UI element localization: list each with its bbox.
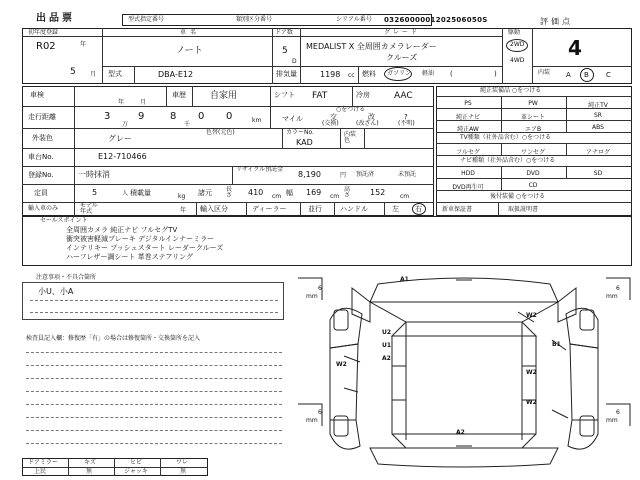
year-suffix: 年 bbox=[80, 41, 87, 48]
class-category-label: 類別区分番号 bbox=[236, 16, 273, 23]
mileage-unit-km: km bbox=[252, 117, 262, 124]
height-label: 高さ bbox=[344, 186, 351, 199]
footer-label-break: ワレ bbox=[176, 459, 189, 466]
meter-circle-instruction: ○をつける bbox=[336, 106, 366, 113]
dvd-playback: DVD再生可 bbox=[452, 184, 484, 191]
footer-value-crack: ジャッキ bbox=[124, 468, 148, 475]
height-unit: cm bbox=[400, 193, 410, 200]
equip-tv: 純正TV bbox=[588, 102, 608, 109]
selling-point-2: 衝突被害軽減ブレーキ デジタルインナーミラー bbox=[66, 235, 215, 243]
month-suffix: 月 bbox=[90, 71, 97, 78]
import-type-label: 輸入区分 bbox=[200, 205, 228, 213]
ac-label: 冷房 bbox=[356, 91, 370, 99]
cc-unit: cc bbox=[348, 72, 355, 79]
inspection-month-label: 月 bbox=[140, 99, 147, 106]
chassis-label: 車台No. bbox=[28, 153, 54, 161]
inspection-year-label: 年 bbox=[118, 99, 125, 106]
tire-fr-unit: mm bbox=[606, 293, 618, 300]
recycle-unpaid: 未預託 bbox=[398, 171, 417, 178]
mark-b1: B1 bbox=[552, 341, 561, 348]
tire-rl-value: 6 bbox=[318, 409, 322, 416]
equipment-title: 純正装備品 ○をつける bbox=[480, 87, 542, 94]
displacement-value: 1198 bbox=[320, 70, 341, 79]
grade-line1: MEDALIST X 全周囲カメラレーダー bbox=[306, 42, 437, 51]
handle-label: ハンドル bbox=[340, 205, 368, 213]
footer-value-break: 無 bbox=[180, 468, 187, 475]
length-label: 長さ bbox=[226, 186, 233, 199]
navi-type-title: ナビ種類（社外品含む）○をつける bbox=[460, 157, 556, 164]
ac-value: AAC bbox=[394, 91, 413, 101]
mileage-digit-3: 8 bbox=[170, 111, 177, 122]
equip-airbag: エアB bbox=[524, 126, 542, 133]
selling-point-1: 全周囲カメラ 純正ナビ フルセグTV bbox=[66, 226, 178, 234]
evaluation-label: 評価点 bbox=[540, 17, 573, 26]
mileage-unit-thousand: 千 bbox=[184, 121, 191, 128]
car-name-label: 車名 bbox=[180, 29, 201, 36]
loading-label: 積載量 bbox=[130, 189, 151, 197]
color-code-value: KAD bbox=[296, 138, 313, 147]
diesel-label: 軽油 bbox=[422, 70, 435, 77]
shift-label: シフト bbox=[274, 91, 295, 99]
equip-leather: 革シート bbox=[520, 114, 545, 121]
warranty-label: 新車保証書 bbox=[442, 206, 473, 213]
registration-label: 登録No. bbox=[28, 171, 54, 179]
mark-w2-left: W2 bbox=[336, 361, 347, 368]
footer-value-mirror: 上民 bbox=[34, 468, 47, 475]
mark-w2-rear-right: W2 bbox=[526, 399, 537, 406]
handle-left: 左 bbox=[392, 205, 399, 213]
mark-a1: A1 bbox=[400, 276, 409, 283]
capacity-value: 5 bbox=[92, 188, 98, 197]
meter-label: マイル bbox=[282, 115, 303, 123]
manual-label: 取扱説明書 bbox=[508, 206, 539, 213]
chassis-value: E12-710466 bbox=[98, 152, 147, 161]
meter-sub-unknown: (不明) bbox=[398, 120, 415, 127]
recycle-paid: 預託済 bbox=[356, 171, 375, 178]
footer-value-scratch: 無 bbox=[86, 468, 93, 475]
evaluation-score: 4 bbox=[568, 36, 582, 60]
mark-w2-front-right: W2 bbox=[526, 312, 537, 319]
exterior-color-label: 外装色 bbox=[32, 134, 53, 142]
tv-fullseg: フルセグ bbox=[456, 149, 480, 156]
form-title: 出品票 bbox=[36, 13, 75, 24]
first-reg-label: 初年度登録 bbox=[28, 29, 59, 36]
tire-rl-unit: mm bbox=[306, 417, 318, 424]
drive-label: 駆動 bbox=[508, 29, 521, 36]
recycle-label: リサイクル預託金 bbox=[236, 166, 284, 173]
meter-sub-altered: (改ざん) bbox=[356, 120, 379, 127]
equip-aw: 純正AW bbox=[457, 126, 479, 133]
mileage-digit-5: 0 bbox=[226, 111, 233, 122]
selling-point-4: ハーフレザー調シート 革巻ステアリング bbox=[66, 253, 194, 261]
length-value: 410 bbox=[248, 188, 264, 197]
first-reg-month: 5 bbox=[70, 67, 76, 77]
footer-label-mirror: ドアミラー bbox=[28, 459, 58, 466]
model-value: DBA-E12 bbox=[158, 70, 194, 79]
mark-a2-center: A2 bbox=[382, 355, 391, 362]
first-reg-year: R02 bbox=[36, 41, 56, 52]
color-change-label: 色替(元色) bbox=[206, 129, 235, 136]
inspector-label: 検査員記入欄：修復歴「有」の場合は修復箇所・交換箇所を記入 bbox=[26, 335, 201, 342]
color-code-label: カラーNo. bbox=[286, 129, 314, 136]
serial-label: シリアル番号 bbox=[336, 16, 372, 23]
interior-label: 内装 bbox=[538, 69, 551, 76]
tire-rr-unit: mm bbox=[606, 417, 618, 424]
equip-pw: PW bbox=[528, 100, 538, 107]
length-unit: cm bbox=[272, 193, 282, 200]
tire-fr-value: 6 bbox=[616, 285, 620, 292]
mileage-digit-4: 0 bbox=[198, 111, 205, 122]
tire-fl-unit: mm bbox=[306, 293, 318, 300]
mileage-digit-2: 9 bbox=[138, 111, 145, 122]
equip-navi: 純正ナビ bbox=[455, 114, 480, 121]
notes-label: 注意事項・不具合箇所 bbox=[36, 274, 97, 281]
grade-label: グレード bbox=[384, 29, 421, 36]
recycle-unit: 円 bbox=[340, 172, 347, 179]
parallel-option: 並行 bbox=[308, 205, 322, 213]
registration-value: 一時抹消 bbox=[78, 170, 110, 179]
equip-ps: PS bbox=[464, 100, 472, 107]
tire-rr-value: 6 bbox=[616, 409, 620, 416]
mileage-label: 走行距離 bbox=[28, 113, 56, 121]
drive-4wd: 4WD bbox=[510, 57, 525, 64]
model-label: 型式 bbox=[108, 70, 122, 78]
grade-line2: クルーズ bbox=[386, 53, 418, 62]
shift-value: FAT bbox=[312, 91, 328, 101]
tv-analog: アナログ bbox=[585, 149, 610, 156]
loading-unit: kg bbox=[178, 193, 186, 200]
mark-u1: U1 bbox=[382, 342, 392, 349]
capacity-unit: 人 bbox=[122, 190, 129, 197]
type-designation-label: 型式指定番号 bbox=[128, 16, 165, 23]
footer-label-crack: ヒビ bbox=[130, 459, 143, 466]
drive-2wd: 2WD bbox=[510, 41, 525, 48]
rear-equipment-title: 後付装備 ○をつける bbox=[490, 193, 546, 200]
width-value: 169 bbox=[306, 188, 322, 197]
selling-point-3: インテリキー プッシュスタート レーダークルーズ bbox=[66, 244, 224, 252]
history-label: 車歴 bbox=[172, 91, 186, 99]
capacity-label: 定員 bbox=[34, 189, 48, 197]
doors-label: ドア数 bbox=[275, 29, 293, 36]
meter-sub-exchange: (交換) bbox=[322, 120, 339, 127]
tire-fl-value: 6 bbox=[318, 285, 322, 292]
import-label: 輸入車のみ bbox=[28, 205, 59, 212]
interior-a: A bbox=[566, 71, 571, 79]
inspection-label: 車検 bbox=[30, 91, 44, 99]
handle-right: 右 bbox=[415, 205, 422, 213]
model-year-unit: 年 bbox=[180, 207, 187, 214]
tv-type-title: TV種類（社外品含む）○をつける bbox=[460, 134, 552, 141]
width-label: 幅 bbox=[286, 189, 293, 197]
car-damage-diagram bbox=[296, 270, 632, 470]
mark-w2-right: W2 bbox=[526, 369, 537, 376]
cd-label: CD bbox=[528, 182, 538, 189]
equip-abs: ABS bbox=[592, 124, 604, 131]
dealer-option: ディーラー bbox=[252, 205, 287, 213]
interior-b: B bbox=[584, 71, 589, 79]
meter-option-altered: 改 bbox=[368, 113, 375, 121]
mileage-unit-man: 万 bbox=[122, 121, 129, 128]
mileage-digit-1: 3 bbox=[104, 111, 111, 122]
navi-hdd: HDD bbox=[461, 170, 475, 177]
mark-a2-rear: A2 bbox=[456, 429, 465, 436]
history-value: 自家用 bbox=[210, 91, 238, 101]
interior-c: C bbox=[606, 71, 611, 79]
equip-sr: SR bbox=[594, 112, 602, 119]
d-label: D bbox=[292, 58, 297, 65]
exterior-color-value: グレー bbox=[108, 134, 132, 143]
tv-oneseg: ワンセグ bbox=[520, 149, 545, 156]
height-value: 152 bbox=[370, 188, 386, 197]
meter-option-unknown: ? bbox=[404, 113, 408, 121]
displacement-label: 排気量 bbox=[276, 70, 297, 78]
meter-option-exchange: 交 bbox=[330, 113, 337, 121]
doors-value: 5 bbox=[282, 46, 288, 56]
serial-number: 0326000001202506050S bbox=[384, 16, 488, 24]
recycle-value: 8,190 bbox=[298, 170, 321, 179]
model-year-label: モデル年式 bbox=[80, 202, 98, 215]
dims-label: 諸元 bbox=[198, 189, 212, 197]
fuel-label: 燃料 bbox=[362, 70, 376, 78]
footer-label-scratch: キズ bbox=[84, 459, 96, 466]
mark-u2: U2 bbox=[382, 329, 392, 336]
notes-text: 小U、小A bbox=[38, 287, 74, 296]
navi-sd: SD bbox=[593, 170, 603, 177]
interior-color-label: 内装色 bbox=[344, 131, 357, 144]
width-unit: cm bbox=[330, 193, 340, 200]
selling-points-label: セールスポイント bbox=[40, 217, 88, 224]
car-name: ノート bbox=[176, 46, 203, 56]
fuel-value: ガソリン bbox=[387, 70, 412, 77]
navi-dvd: DVD bbox=[526, 170, 540, 177]
